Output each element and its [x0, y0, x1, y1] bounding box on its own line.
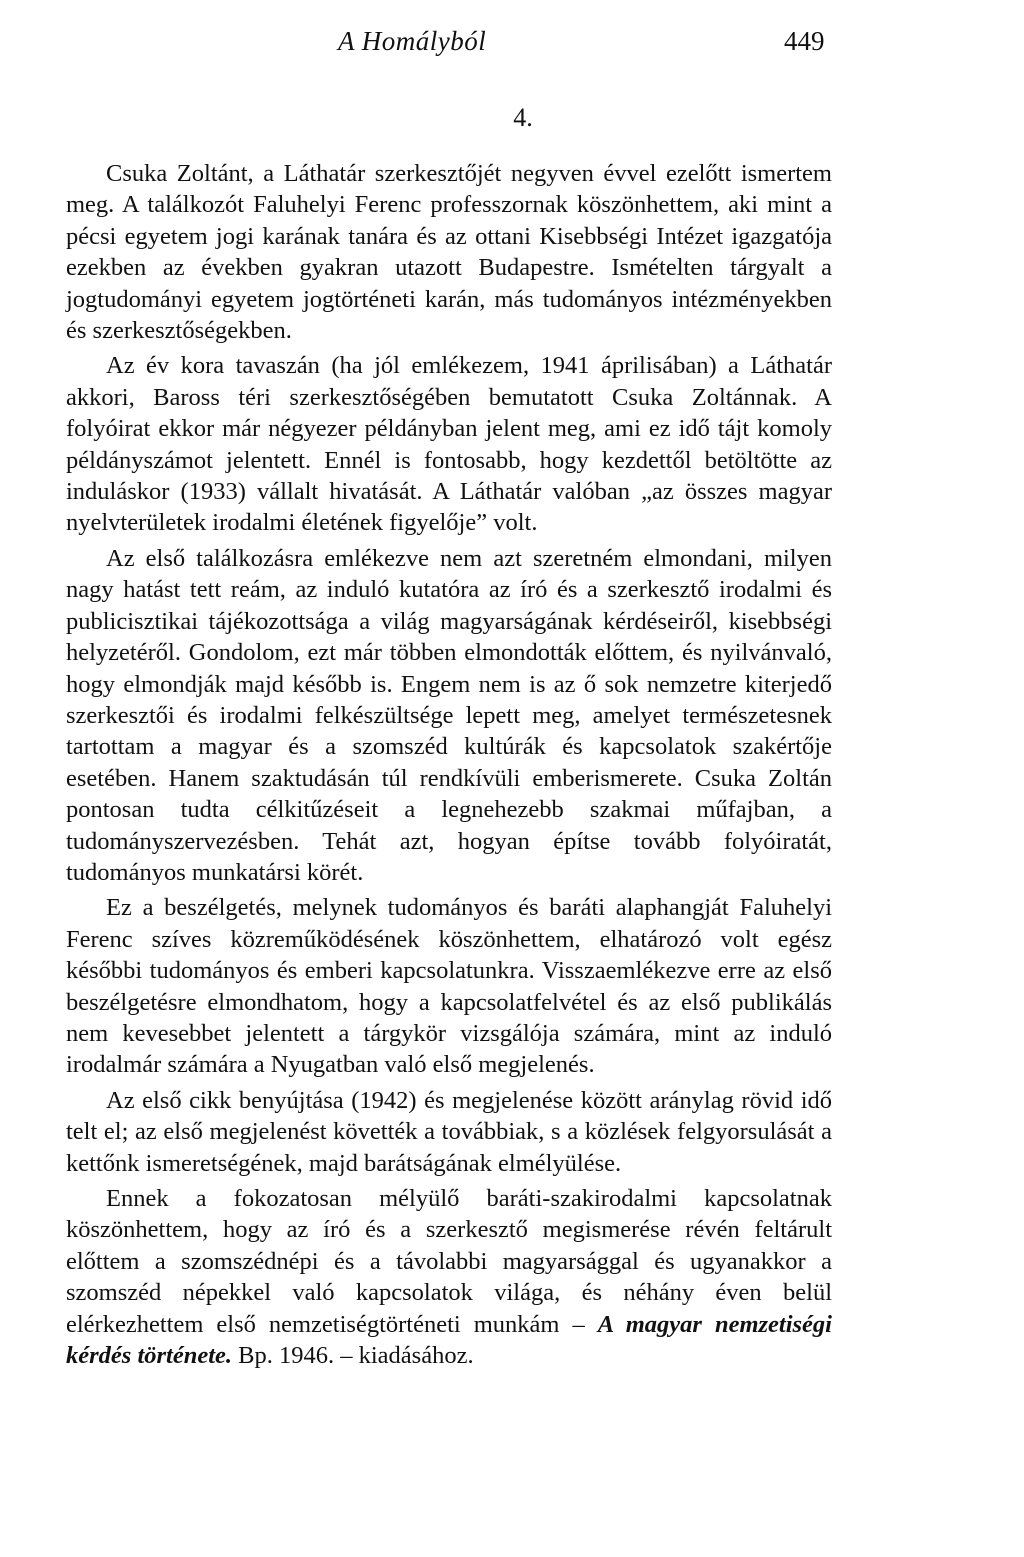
paragraph-4: Ez a beszélgetés, melynek tudományos és baráti alaphangját Faluhelyi Ferenc szíves közreműködésének köszönhettem, elhatározó volt egész későbbi tudományos és emberi kapcsolatunkra. Visszaemlékezve erre az első beszélgetésre elmondhatom, hogy a kapcsolatfelvétel és az első publikálás nem kevesebbet jelentett a tárgykör vizsgálója számára, mint az induló irodalmár számára a Nyugatban való első megjelenés. [66, 894, 832, 1079]
page-number: 449 [784, 26, 825, 56]
paragraph-1: Csuka Zoltánt, a Láthatár szerkesztőjét negyven évvel ezelőtt ismertem meg. A találkozót Faluhelyi Ferenc professzornak köszönhettem, aki mint a pécsi egyetem jogi karának tanára és az ottani Kisebbségi Intézet igazgatója ezekben az években gyakran utazott Budapestre. Ismételten tárgyalt a jogtudományi egyetem jogtörténeti karán, más tudományos intézményekben és szerkesztőségekben. [66, 160, 832, 345]
paragraph-6-text-before: Ennek a fokozatosan mélyülő baráti-szakirodalmi kapcsolatnak köszönhettem, hogy az író és a szerkesztő megismerése révén feltárult előttem a szomszédnépi és a távolabbi magyarsággal és ugyanakkor a szomszéd népekkel való kapcsolatok világa, és néhány éven belül elérkezhettem első nemzetiségtörténeti munkám – [66, 1185, 832, 1338]
book-title: A magyar nemzetiségi kérdés története. [66, 1310, 832, 1370]
paragraph-6-text-after: Bp. 1946. – kiadásához. [232, 1342, 474, 1370]
running-head [0, 26, 1024, 66]
paragraph-5: Az első cikk benyújtása (1942) és megjelenése között aránylag rövid idő telt el; az első megjelenést követték a továbbiak, s a közlések felgyorsulását a kettőnk ismeretségének, majd barátságának elmélyülése. [66, 1086, 832, 1177]
section-number: 4. [513, 103, 533, 132]
paragraph-6 [66, 1183, 832, 1371]
body-text [66, 158, 832, 1371]
paragraph-3: Az első találkozásra emlékezve nem azt szeretném elmondani, milyen nagy hatást tett reám, az induló kutatóra az író és a szerkesztő irodalmi és publicisztikai tájékozottsága a világ magyarságának kérdéseiről, kisebbségi helyzetéről. Gondolom, ezt már többen elmondották előttem, és nyilvánvaló, hogy elmondják majd később is. Engem nem is az ő sok nemzetre kiterjedő szerkesztői és irodalmi felkészültsége lepett meg, amelyet természetesnek tartottam a magyar és a szomszéd kultúrák és kapcsolatok szakértője esetében. Hanem szaktudásán túl rendkívüli emberismerete. Csuka Zoltán pontosan tudta célkitűzéseit a legnehezebb szakmai műfajban, a tudományszervezésben. Tehát azt, hogyan építse tovább folyóiratát, tudományos munkatársi körét. [66, 544, 832, 886]
running-title: A Homályból [338, 26, 487, 56]
paragraph-2: Az év kora tavaszán (ha jól emlékezem, 1941 áprilisában) a Láthatár akkori, Baross téri szerkesztőségében bemutatott Csuka Zoltánnak. A folyóirat ekkor már négyezer példányban jelent meg, ami ez idő tájt komoly példányszámot jelentett. Ennél is fontosabb, hogy kezdettől betöltötte az induláskor (1933) vállalt hivatását. A Láthatár valóban „az összes magyar nyelvterületek irodalmi életének figyelője” volt. [66, 352, 832, 537]
